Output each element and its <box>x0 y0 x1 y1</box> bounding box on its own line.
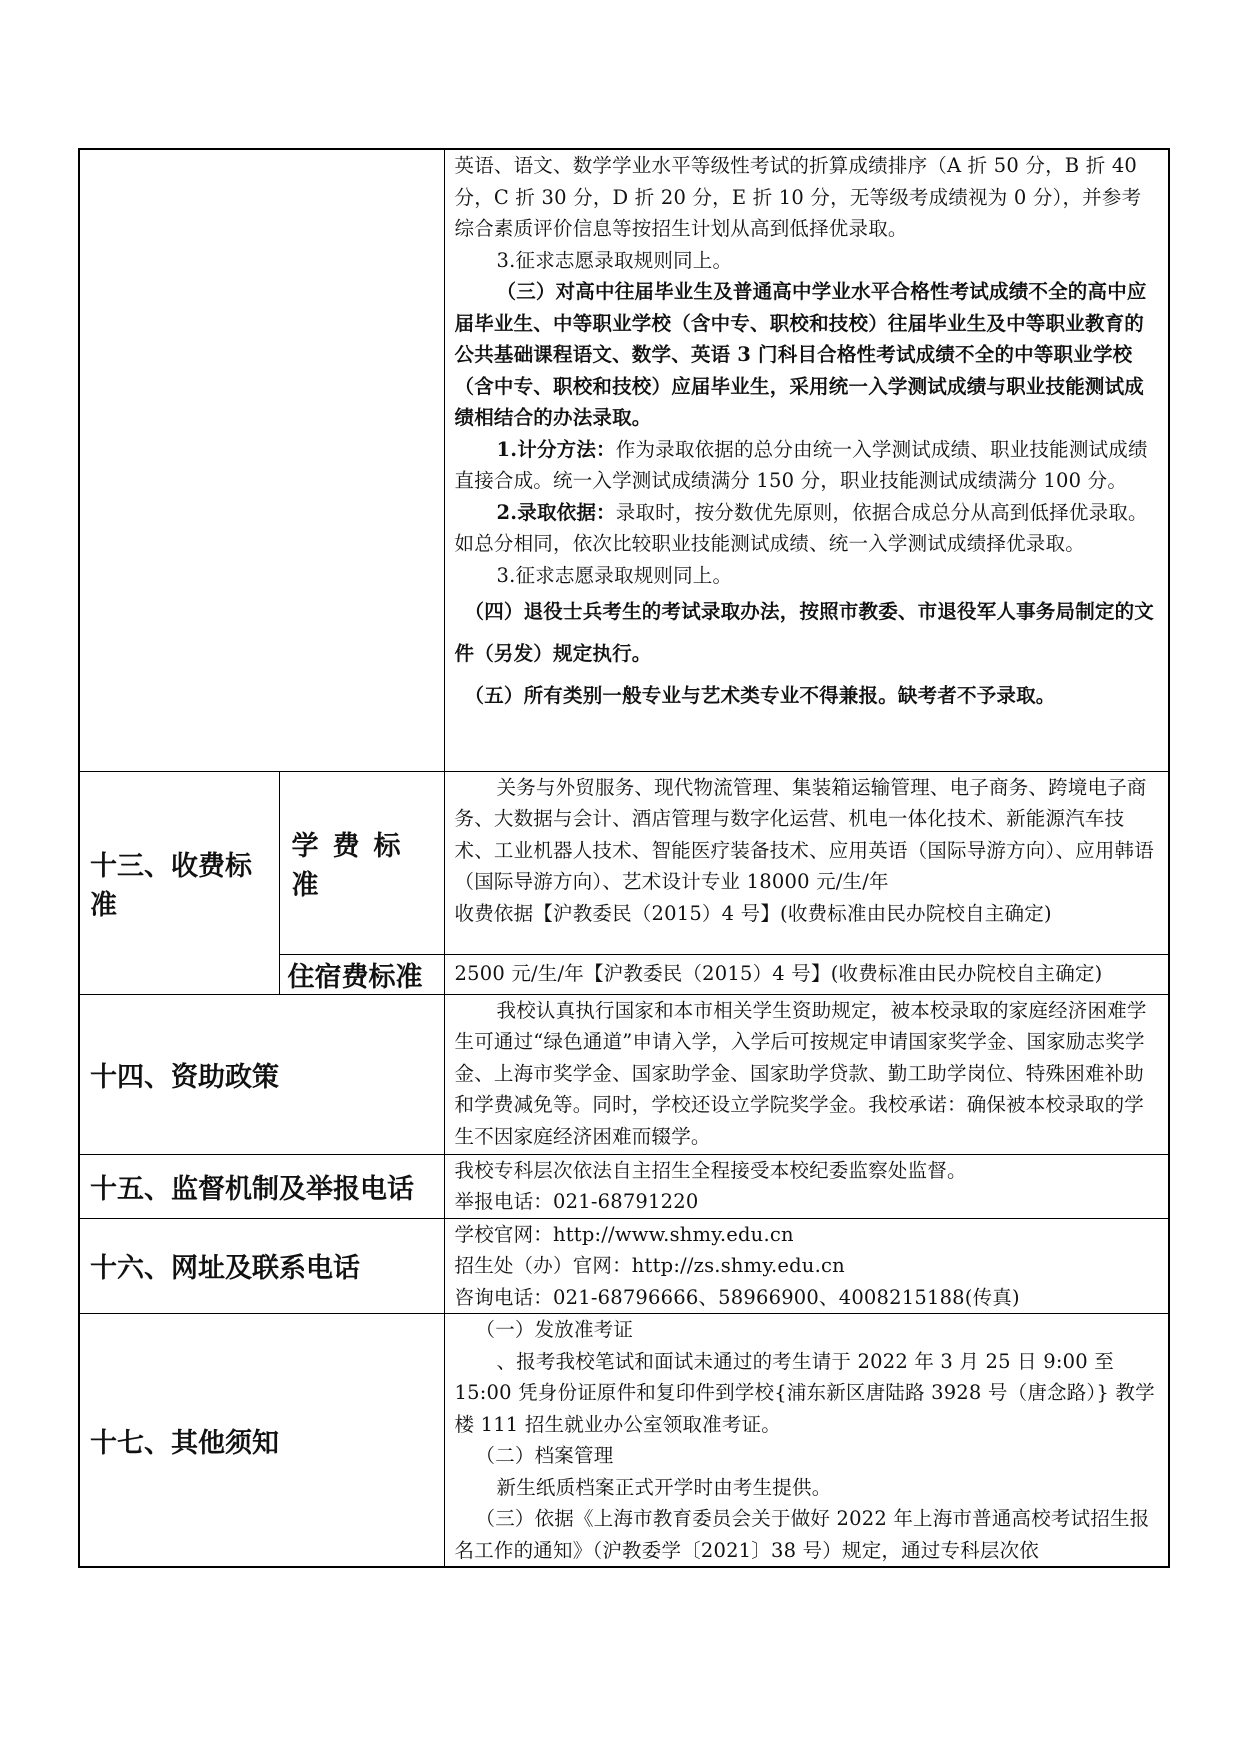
row-admission-rules <box>79 149 1169 771</box>
tuition-text: 关务与外贸服务、现代物流管理、集装箱运输管理、电子商务、跨境电子商务、大数据与会计、酒店管理与数字化运营、机电一体化技术、新能源汽车技术、工业机器人技术、智能医疗装备技术、应用英语（国际导游方向）、应用韩语（国际导游方向）、艺术设计专业 18000 元/生/年 <box>454 775 1154 893</box>
rules-paragraph-5 <box>455 497 1159 560</box>
supervision-line-1: 我校专科层次依法自主招生全程接受本校纪委监察处监督。 <box>454 1158 967 1182</box>
other-notes-content <box>444 1314 1169 1568</box>
admission-rules-content <box>444 149 1169 771</box>
section-title-supervision: 十五、监督机制及举报电话 <box>79 1154 444 1218</box>
tuition-label: 学费标准 <box>279 771 444 954</box>
admission-basis-text: 录取时，按分数优先原则，依据合成总分从高到低择优录取。如总分相同，依次比较职业技能测试成绩、统一入学测试成绩择优录取。 <box>454 500 1148 555</box>
rules-paragraph-8: （五）所有类别一般专业与艺术类专业不得兼报。缺考者不予录取。 <box>464 684 1056 707</box>
rules-paragraph-2: 3.征求志愿录取规则同上。 <box>496 248 733 272</box>
rules-paragraph-7: （四）退役士兵考生的考试录取办法，按照市教委、市退役军人事务局制定的文件（另发）规定执行。 <box>454 600 1155 665</box>
financial-aid-content <box>444 994 1169 1154</box>
rules-paragraph-1: 英语、语文、数学学业水平等级性考试的折算成绩排序（A 折 50 分，B 折 40 分，C 折 30 分，D 折 20 分，E 折 10 分，无等级考成绩视为 0 分），并参考综合素质评价信息等按招生计划从高到低择优录取。 <box>454 154 1142 240</box>
notes-paragraph-1: （一）发放准考证 <box>475 1318 634 1341</box>
tuition-basis: 收费依据【沪教委民（2015）4 号】(收费标准由民办院校自主确定) <box>454 901 1052 925</box>
rules-paragraph-3: （三）对高中往届毕业生及普通高中学业水平合格性考试成绩不全的高中应届毕业生、中等职业学校（含中专、职校和技校）往届毕业生及中等职业教育的公共基础课程语文、数学、英语 3 门科目合格性考试成绩不全的中等职业学校（含中专、职校和技校）应届毕业生，采用统一入学测试成绩与职业技能测试成绩相结合的办法录取。 <box>454 280 1147 429</box>
notes-paragraph-4: 新生纸质档案正式开学时由考生提供。 <box>496 1475 832 1499</box>
section-title-other: 十七、其他须知 <box>79 1314 444 1568</box>
admission-website[interactable]: 招生处（办）官网：http://zs.shmy.edu.cn <box>454 1254 845 1277</box>
consult-phone: 咨询电话：021-68796666、58966900、4008215188(传真) <box>454 1285 1020 1309</box>
dorm-fee-content <box>444 954 1169 994</box>
supervision-content <box>444 1154 1169 1218</box>
dorm-fee-text: 2500 元/生/年【沪教委民（2015）4 号】(收费标准由民办院校自主确定) <box>454 962 1103 986</box>
contact-content <box>444 1218 1169 1314</box>
tuition-content <box>444 771 1169 954</box>
row-tuition <box>79 771 1169 954</box>
scoring-method-label: 1.计分方法： <box>496 437 616 461</box>
admission-info-table <box>78 148 1170 1568</box>
row-financial-aid <box>79 994 1169 1154</box>
section-title-aid: 十四、资助政策 <box>79 994 444 1154</box>
row-other-notes <box>79 1314 1169 1568</box>
school-website[interactable]: 学校官网：http://www.shmy.edu.cn <box>454 1222 794 1246</box>
financial-aid-text: 我校认真执行国家和本市相关学生资助规定，被本校录取的家庭经济困难学生可通过“绿色通道”申请入学，入学后可按规定申请国家奖学金、国家励志奖学金、上海市奖学金、国家助学金、国家助学贷款、勤工助学岗位、特殊困难补助和学费减免等。同时，学校还设立学院奖学金。我校承诺：确保被本校录取的学生不因家庭经济困难而辍学。 <box>454 998 1147 1148</box>
scoring-method-text: 作为录取依据的总分由统一入学测试成绩、职业技能测试成绩直接合成。统一入学测试成绩满分 150 分，职业技能测试成绩满分 100 分。 <box>454 437 1148 492</box>
empty-title-cell <box>79 149 444 771</box>
row-contact <box>79 1218 1169 1314</box>
rules-paragraph-6: 3.征求志愿录取规则同上。 <box>496 563 733 587</box>
report-phone: 举报电话：021-68791220 <box>454 1190 699 1213</box>
rules-paragraph-4 <box>455 434 1159 497</box>
notes-paragraph-5: （三）依据《上海市教育委员会关于做好 2022 年上海市普通高校考试招生报名工作的通知》（沪教委学〔2021〕38 号）规定，通过专科层次依 <box>454 1507 1150 1562</box>
notes-paragraph-2: 、报考我校笔试和面试未通过的考生请于 2022 年 3 月 25 日 9:00 至 15:00 凭身份证原件和复印件到学校{浦东新区唐陆路 3928 号（唐念路）} 教学楼 111 招生就业办公室领取准考证。 <box>454 1349 1155 1436</box>
row-supervision <box>79 1154 1169 1218</box>
dorm-fee-label: 住宿费标准 <box>279 954 444 994</box>
notes-paragraph-3: （二）档案管理 <box>475 1444 614 1467</box>
section-title-fees: 十三、收费标准 <box>79 771 279 994</box>
section-title-contact: 十六、网址及联系电话 <box>79 1218 444 1314</box>
admission-basis-label: 2.录取依据： <box>496 500 616 524</box>
